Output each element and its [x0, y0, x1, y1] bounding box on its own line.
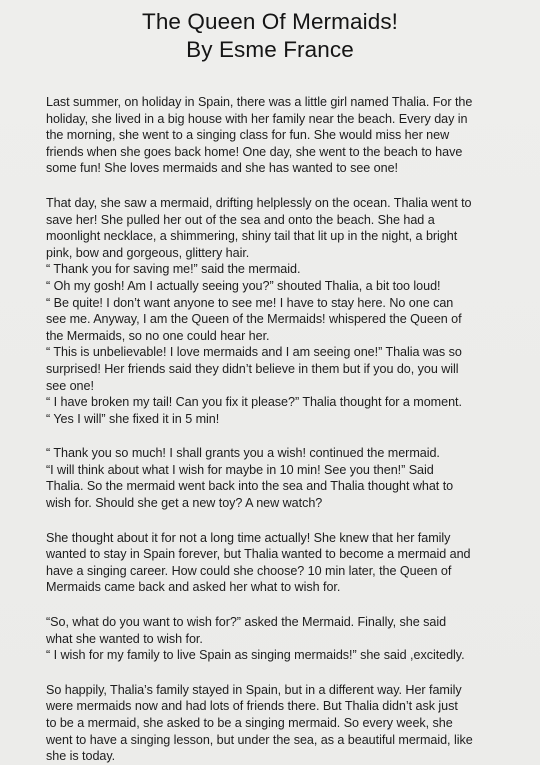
text-line: So happily, Thalia’s family stayed in Spain, but in a different way. Her family: [46, 682, 462, 697]
paragraph-3: [46, 445, 514, 511]
text-line: wanted to stay in Spain forever, but Thalia wanted to become a mermaid and: [46, 547, 471, 562]
text-line: moonlight necklace, a shimmering, shiny tail that lit up in the night, a bright: [46, 229, 458, 244]
text-line: the Mermaids, so no one could hear her.: [46, 328, 270, 343]
paragraph-5: [46, 614, 514, 664]
text-line: “ Thank you so much! I shall grants you a wish! continued the mermaid.: [46, 446, 440, 461]
story-title-block: [46, 0, 514, 64]
text-line: have a singing career. How could she choose? 10 min later, the Queen of: [46, 563, 452, 578]
text-line: what she wanted to wish for.: [46, 631, 203, 646]
paragraph-1: [46, 94, 514, 177]
text-line: “ Yes I will” she fixed it in 5 min!: [46, 411, 220, 426]
text-line: Thalia. So the mermaid went back into the sea and Thalia thought what to: [46, 479, 454, 494]
text-line: “ I wish for my family to live Spain as singing mermaids!” she said ,excitedly.: [46, 648, 465, 663]
text-line: holiday, she lived in a big house with her family near the beach. Every day in: [46, 111, 468, 126]
paragraph-6: [46, 682, 514, 765]
text-line: see one!: [46, 378, 94, 393]
text-line: That day, she saw a mermaid, drifting helplessly on the ocean. Thalia went to: [46, 195, 472, 210]
text-line: “So, what do you want to wish for?” asked the Mermaid. Finally, she said: [46, 615, 447, 630]
text-line: save her! She pulled her out of the sea and onto the beach. She had a: [46, 212, 435, 227]
text-line: Mermaids came back and asked her what to wish for.: [46, 580, 341, 595]
text-line: friends when she goes back home! One day, she went to the beach to have: [46, 144, 463, 159]
text-line: “I will think about what I wish for maybe in 10 min! See you then!” Said: [46, 462, 434, 477]
text-line: surprised! Her friends said they didn’t believe in them but if you do, you will: [46, 361, 459, 376]
story-title: The Queen Of Mermaids!: [141, 9, 399, 34]
text-line: wish for. Should she get a new toy? A new watch?: [46, 496, 323, 511]
text-line: “ Thank you for saving me!” said the mermaid.: [46, 262, 301, 277]
text-line: Last summer, on holiday in Spain, there was a little girl named Thalia. For the: [46, 95, 473, 109]
text-line: went to have a singing lesson, but under the sea, as a beautiful mermaid, like: [46, 732, 473, 747]
paragraph-4: [46, 530, 514, 596]
story-byline: By Esme France: [186, 37, 354, 62]
text-line: the morning, she went to a singing class for fun. She would miss her new: [46, 128, 450, 143]
text-line: were mermaids now and had lots of friends there. But Thalia didn’t ask just: [46, 699, 458, 714]
text-line: “ I have broken my tail! Can you fix it please?” Thalia thought for a moment.: [46, 395, 462, 410]
text-line: She thought about it for not a long time actually! She knew that her family: [46, 530, 451, 545]
text-line: to be a mermaid, she asked to be a singing mermaid. So every week, she: [46, 716, 453, 730]
text-line: some fun! She loves mermaids and she has wanted to see one!: [46, 161, 398, 176]
text-line: she is today.: [46, 749, 116, 764]
text-line: “ Be quite! I don’t want anyone to see me! I have to stay here. No one can: [46, 295, 454, 310]
text-line: see me. Anyway, I am the Queen of the Mermaids! whispered the Queen of: [46, 312, 462, 327]
text-line: “ Oh my gosh! Am I actually seeing you?” shouted Thalia, a bit too loud!: [46, 278, 441, 293]
text-line: “ This is unbelievable! I love mermaids and I am seeing one!” Thalia was so: [46, 345, 462, 360]
story-body: [46, 94, 514, 765]
paragraph-2: [46, 195, 514, 427]
text-line: pink, bow and gorgeous, glittery hair.: [46, 245, 250, 260]
